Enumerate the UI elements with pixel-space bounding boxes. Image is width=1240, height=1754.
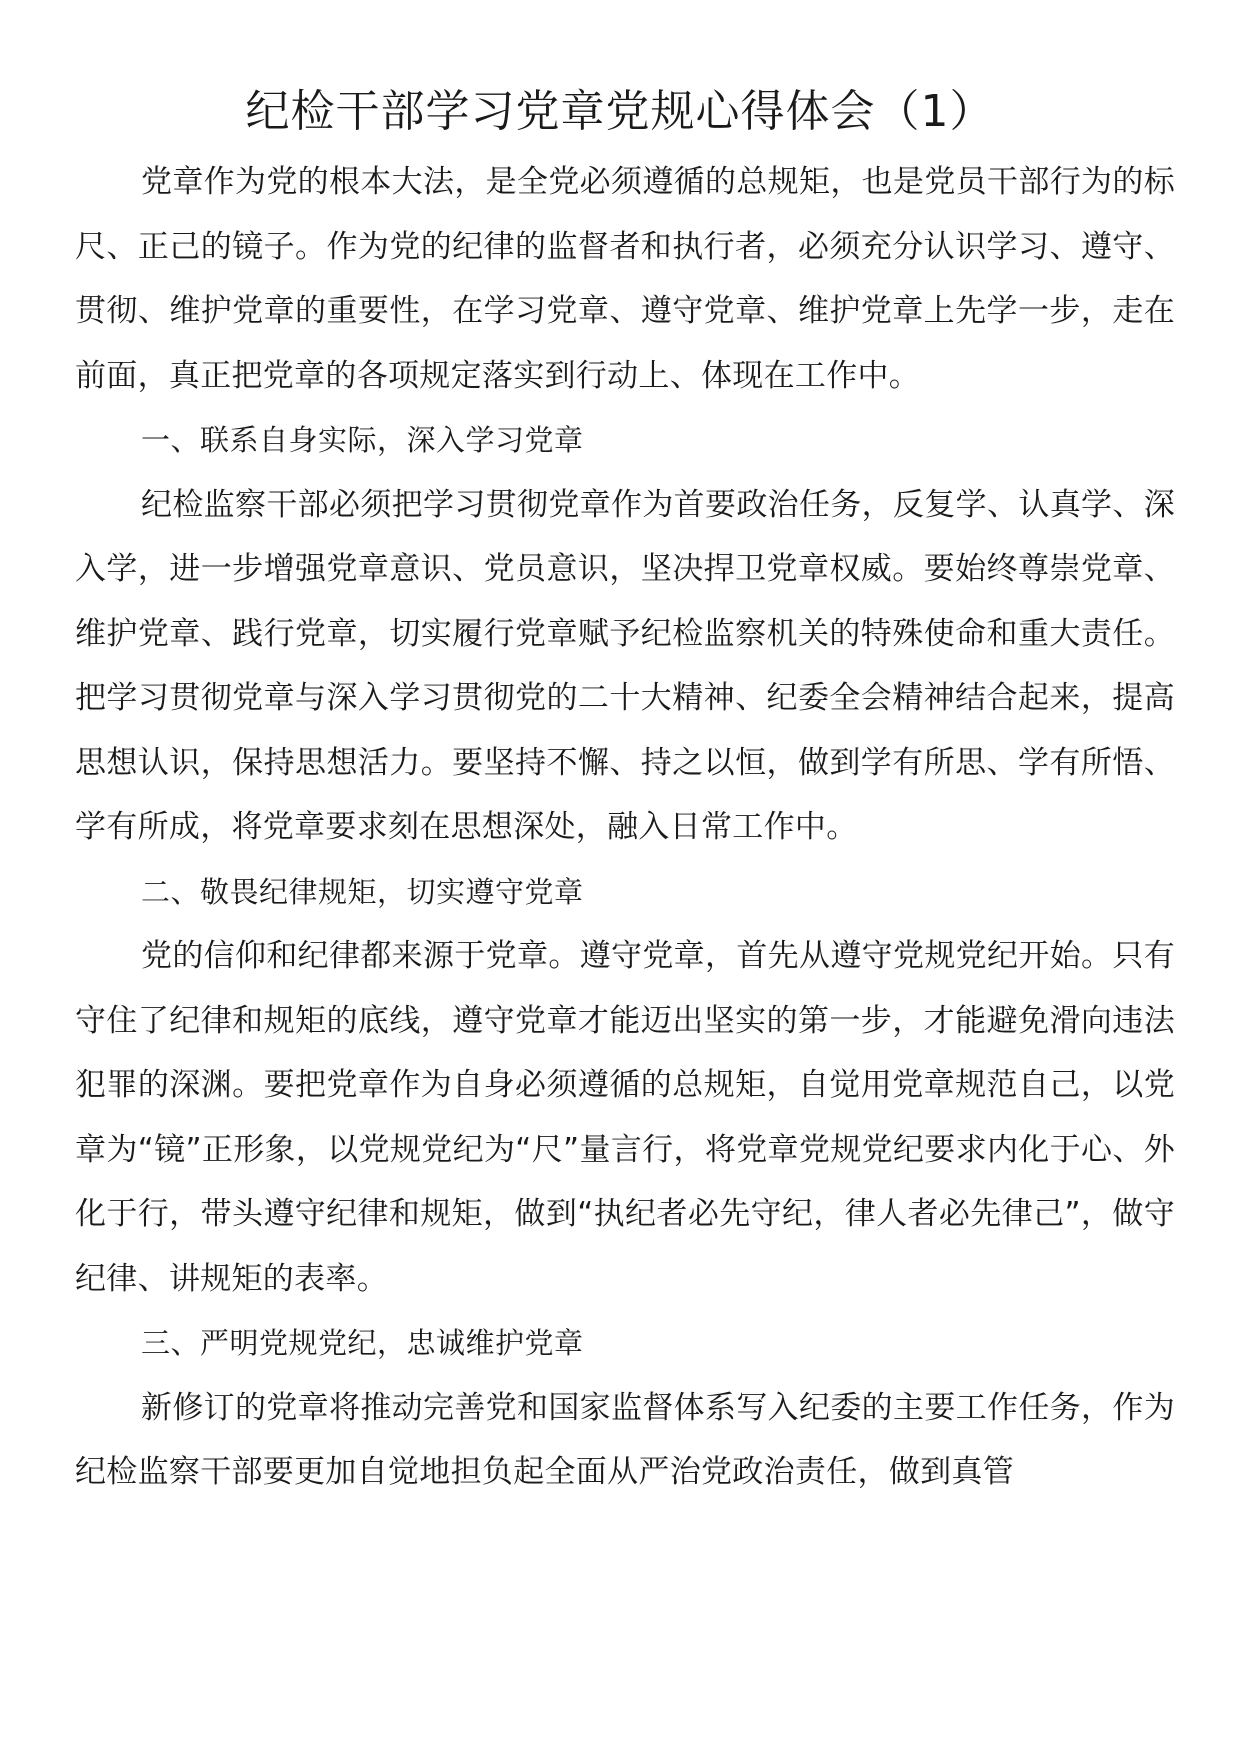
section-body-2: 党的信仰和纪律都来源于党章。遵守党章，首先从遵守党规党纪开始。只有守住了纪律和规矩的底线，遵守党章才能迈出坚实的第一步，才能避免滑向违法犯罪的深渊。要把党章作为自身必须遵循的总规矩，自觉用党章规范自己，以党章为“镜”正形象，以党规党纪为“尺”量言行，将党章党规党纪要求内化于心、外化于行，带头遵守纪律和规矩，做到“执纪者必先守纪，律人者必先律己”，做守纪律、讲规矩的表率。 — [75, 938, 1175, 1297]
intro-paragraph: 党章作为党的根本大法，是全党必须遵循的总规矩，也是党员干部行为的标尺、正己的镜子。作为党的纪律的监督者和执行者，必须充分认识学习、遵守、贯彻、维护党章的重要性，在学习党章、遵守党章、维护党章上先学一步，走在前面，真正把党章的各项规定落实到行动上、体现在工作中。 — [75, 164, 1175, 394]
document-title: 纪检干部学习党章党规心得体会（1） — [245, 86, 995, 137]
section-heading-1: 一、联系自身实际，深入学习党章 — [141, 423, 584, 457]
section-body-3: 新修订的党章将推动完善党和国家监督体系写入纪委的主要工作任务，作为纪检监察干部要更加自觉地担负起全面从严治党政治责任，做到真管 — [75, 1389, 1175, 1490]
section-heading-3: 三、严明党规党纪，忠诚维护党章 — [141, 1326, 584, 1360]
section-body-1: 纪检监察干部必须把学习贯彻党章作为首要政治任务，反复学、认真学、深入学，进一步增强党章意识、党员意识，坚决捍卫党章权威。要始终尊崇党章、维护党章、践行党章，切实履行党章赋予纪检监察机关的特殊使命和重大责任。把学习贯彻党章与深入学习贯彻党的二十大精神、纪委全会精神结合起来，提高思想认识，保持思想活力。要坚持不懈、持之以恒，做到学有所思、学有所悟、学有所成，将党章要求刻在思想深处，融入日常工作中。 — [75, 486, 1175, 845]
section-heading-2: 二、敬畏纪律规矩，切实遵守党章 — [141, 874, 584, 909]
document-body — [75, 150, 1175, 1505]
